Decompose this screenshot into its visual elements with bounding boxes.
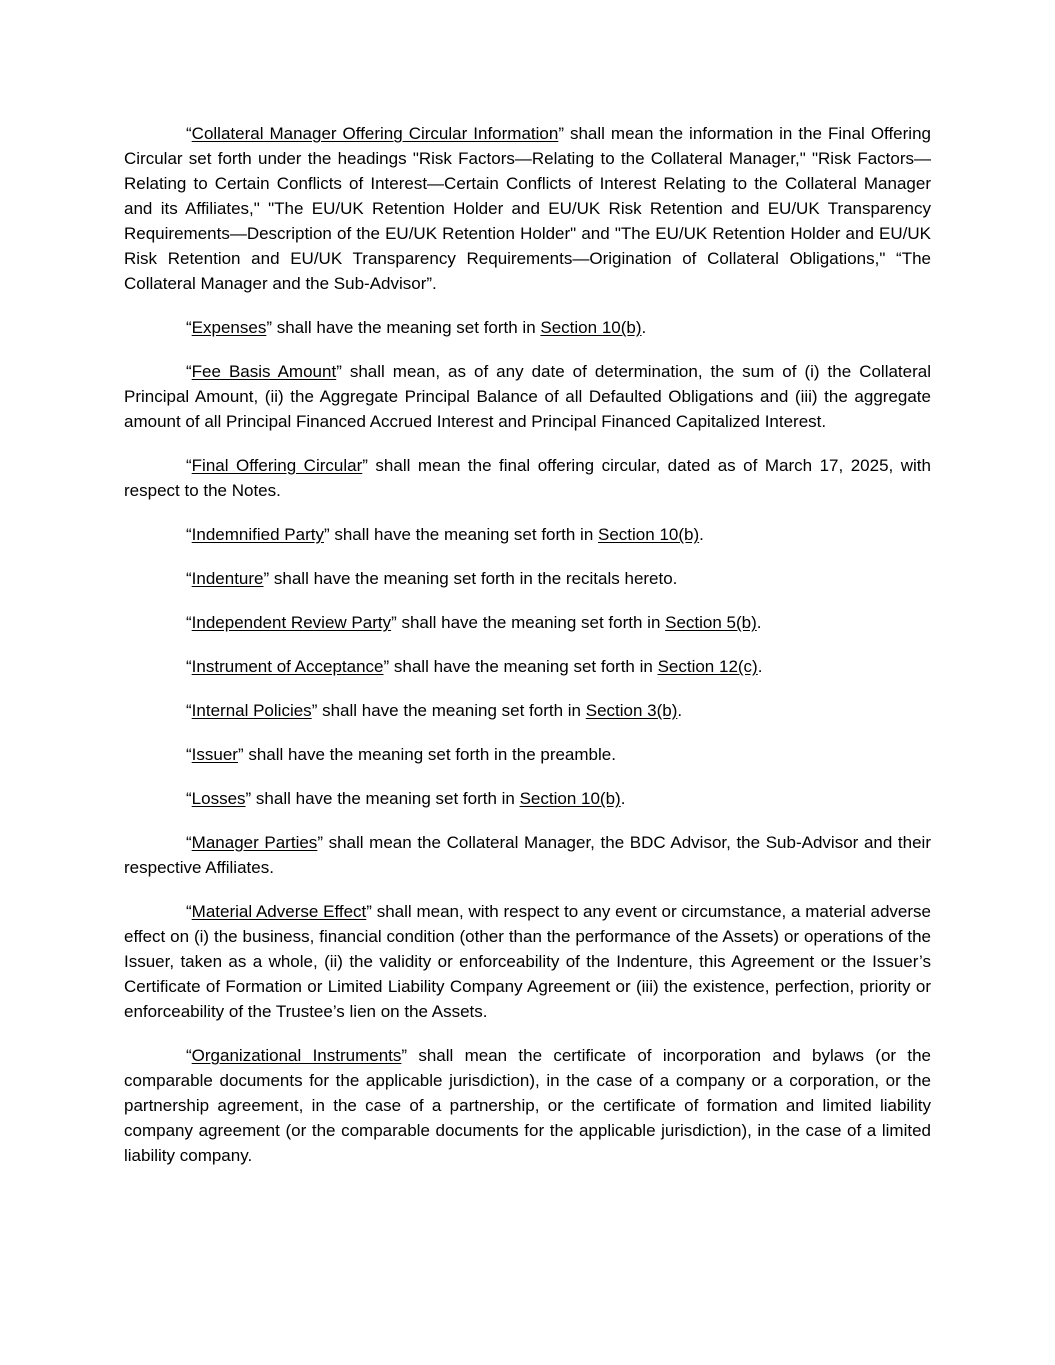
text-run: “ — [186, 318, 192, 337]
text-run: ” shall have the meaning set forth in — [245, 789, 520, 808]
section-reference: Section 5(b) — [665, 613, 757, 632]
text-run: ” shall mean the information in the Final Offering Circular set forth under the headings "Risk Factors—Relating to the Collateral Manager," "Risk Factors—Relating to Certain Conflicts of Interest—Certain Conflicts of Interest Relating to the Collateral Manager and its Affiliates," "The EU/UK Retention Holder and EU/UK Risk Retention and EU/UK Transparency Requirements—Description of the EU/UK Retention Holder" and "The EU/UK Retention Holder and EU/UK Risk Retention and EU/UK Transparency Requirements—Origination of Collateral Obligations," “The Collateral Manager and the Sub-Advisor”. — [124, 124, 931, 293]
text-run: “ — [186, 701, 192, 720]
text-run: “ — [186, 362, 192, 381]
section-reference: Section 12(c) — [657, 657, 758, 676]
text-run: “ — [186, 613, 192, 632]
paragraph — [124, 830, 931, 880]
text-run: ” shall have the meaning set forth in — [391, 613, 666, 632]
paragraph — [124, 315, 931, 340]
text-run: “ — [186, 124, 192, 143]
paragraph — [124, 899, 931, 1024]
defined-term: Fee Basis Amount — [191, 362, 337, 381]
paragraph — [124, 698, 931, 723]
text-run: ” shall have the meaning set forth in — [266, 318, 541, 337]
text-run: ” shall mean, as of any date of determination, the sum of (i) the Collateral Principal Amount, (ii) the Aggregate Principal Balance of all Defaulted Obligations and (iii) the aggregate amount of all Principal Financed Accrued Interest and Principal Financed Capitalized Interest. — [124, 362, 931, 431]
section-reference: Section 10(b) — [519, 789, 621, 808]
text-run: ” shall have the meaning set forth in the preamble. — [237, 745, 616, 764]
paragraph — [124, 359, 931, 434]
text-run: “ — [186, 833, 192, 852]
document-body — [124, 121, 931, 1168]
section-reference: Section 10(b) — [598, 525, 700, 544]
text-run: “ — [186, 657, 192, 676]
text-run: ” shall have the meaning set forth in the recitals hereto. — [263, 569, 678, 588]
text-run: . — [677, 701, 683, 720]
paragraph — [124, 453, 931, 503]
text-run: “ — [186, 525, 192, 544]
text-run: ” shall have the meaning set forth in — [323, 525, 599, 544]
defined-term: Organizational Instruments — [191, 1046, 402, 1065]
defined-term: Instrument of Acceptance — [191, 657, 384, 676]
text-run: “ — [186, 456, 192, 475]
text-run: . — [699, 525, 704, 544]
text-run: ” shall have the meaning set forth in — [383, 657, 658, 676]
text-run: ” shall mean the certificate of incorporation and bylaws (or the comparable documents for the applicable jurisdiction), in the case of a company or a corporation, or the partnership agreement, in the case of a partnership, or the certificate of formation and limited liability company agreement (or the comparable documents for the applicable jurisdiction), in the case of a limited liability company. — [124, 1046, 931, 1165]
paragraph — [124, 610, 931, 635]
defined-term: Final Offering Circular — [191, 456, 363, 475]
text-run: “ — [186, 745, 192, 764]
text-run: ” shall mean the final offering circular, dated as of March 17, 2025, with respect to the Notes. — [124, 456, 931, 500]
paragraph — [124, 654, 931, 679]
text-run: “ — [186, 1046, 192, 1065]
defined-term: Manager Parties — [191, 833, 318, 852]
text-run: ” shall mean the Collateral Manager, the BDC Advisor, the Sub-Advisor and their respective Affiliates. — [124, 833, 931, 877]
text-run: . — [620, 789, 626, 808]
paragraph — [124, 786, 931, 811]
text-run: ” shall mean, with respect to any event or circumstance, a material adverse effect on (i) the business, financial condition (other than the performance of the Assets) or operations of the Issuer, taken as a whole, (ii) the validity or enforceability of the Indenture, this Agreement or the Issuer’s Certificate of Formation or Limited Liability Company Agreement or (iii) the existence, perfection, priority or enforceability of the Trustee’s lien on the Assets. — [124, 902, 931, 1021]
section-reference: Section 3(b) — [585, 701, 678, 720]
text-run: “ — [186, 569, 192, 588]
text-run: ” shall have the meaning set forth in — [311, 701, 586, 720]
text-run: . — [757, 657, 763, 676]
defined-term: Issuer — [191, 745, 238, 764]
paragraph — [124, 1043, 931, 1168]
paragraph — [124, 121, 931, 296]
text-run: “ — [186, 789, 192, 808]
defined-term: Losses — [191, 789, 246, 808]
defined-term: Expenses — [191, 318, 267, 337]
defined-term: Collateral Manager Offering Circular Information — [191, 124, 559, 143]
defined-term: Material Adverse Effect — [191, 902, 367, 921]
paragraph — [124, 742, 931, 767]
section-reference: Section 10(b) — [540, 318, 642, 337]
defined-term: Independent Review Party — [191, 613, 392, 632]
defined-term: Indemnified Party — [191, 525, 324, 544]
paragraph — [124, 522, 931, 547]
defined-term: Indenture — [191, 569, 264, 588]
text-run: . — [641, 318, 647, 337]
text-run: “ — [186, 902, 192, 921]
paragraph — [124, 566, 931, 591]
defined-term: Internal Policies — [191, 701, 312, 720]
text-run: . — [756, 613, 762, 632]
